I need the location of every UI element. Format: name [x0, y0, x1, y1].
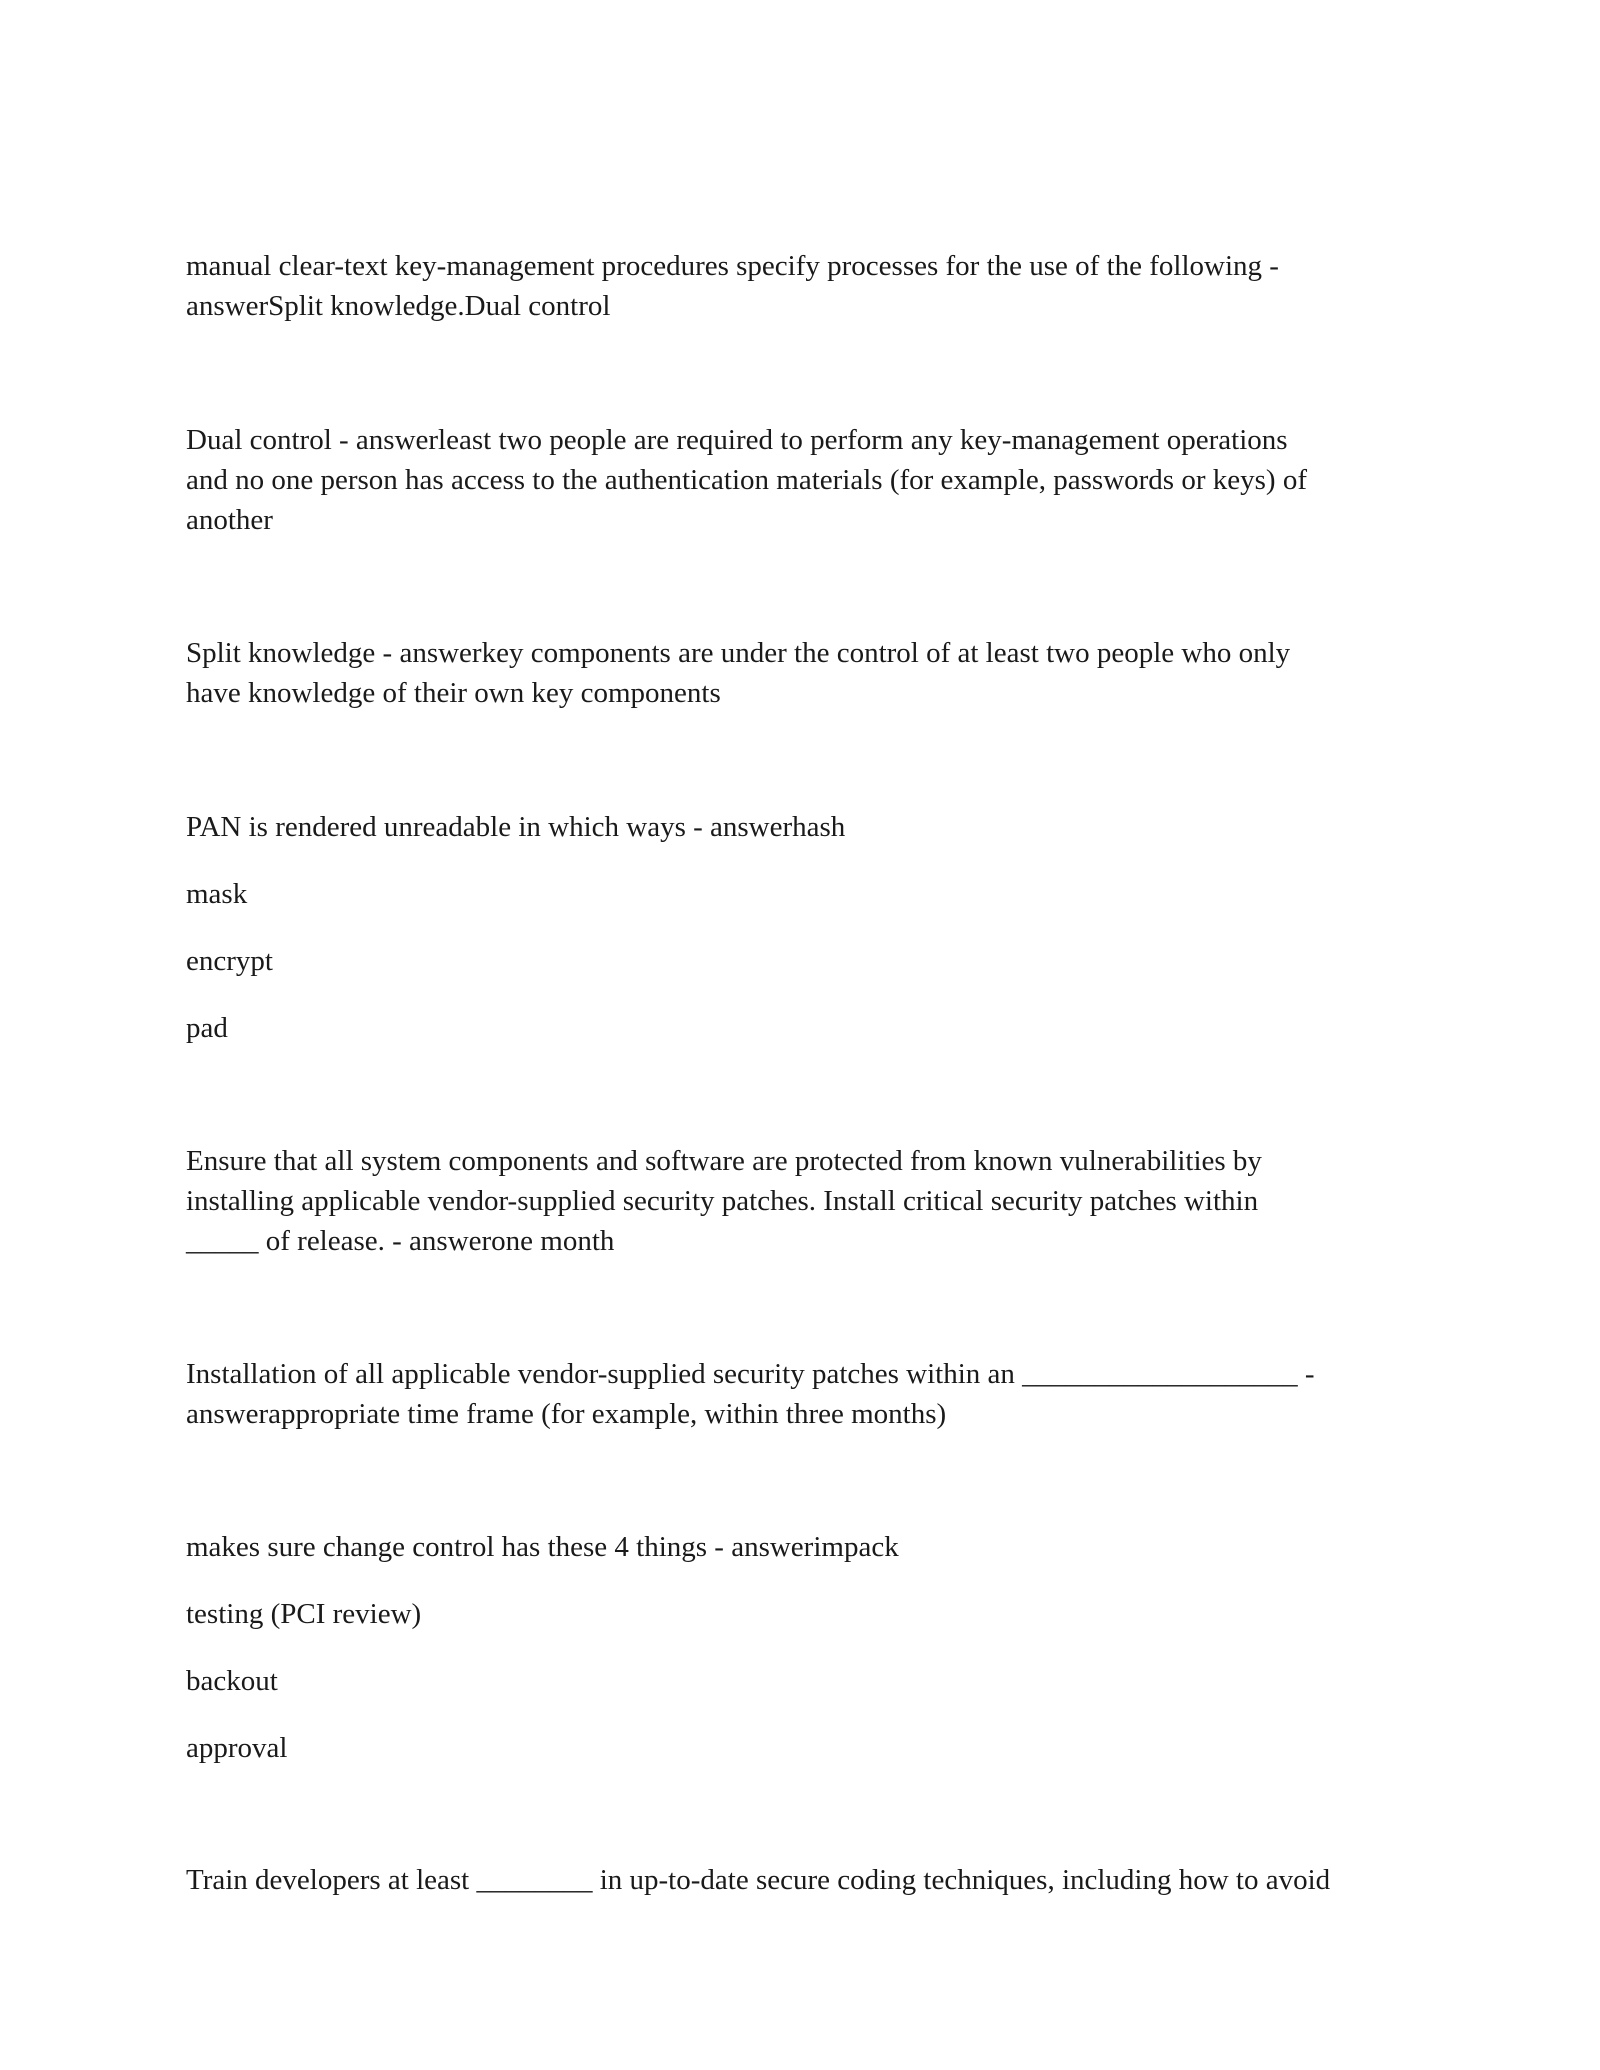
entry-text-line: answerSplit knowledge.Dual control [186, 290, 611, 322]
entry-text-line: Dual control - answerleast two people are required to perform any key-management operations [186, 424, 1288, 456]
qa-entry-train-developers [186, 1860, 1426, 1900]
qa-entry-change-control [186, 1527, 1426, 1768]
qa-entry-dual-control [186, 420, 1426, 540]
entry-text-line: and no one person has access to the authentication materials (for example, passwords or keys) of [186, 464, 1307, 496]
answer-list-item: pad [186, 1012, 228, 1044]
document-body [186, 246, 1426, 1992]
qa-entry-clear-text-key-management [186, 246, 1426, 326]
qa-entry-pan-unreadable [186, 807, 1426, 1048]
entry-text-line: Train developers at least ________ in up-to-date secure coding techniques, including how to avoid [186, 1864, 1331, 1896]
entry-text-line: answerappropriate time frame (for example, within three months) [186, 1398, 947, 1430]
entry-text-line: Installation of all applicable vendor-supplied security patches within an ___________________ - [186, 1358, 1315, 1390]
entry-text-line: _____ of release. - answerone month [186, 1225, 615, 1257]
answer-list-item: backout [186, 1665, 278, 1697]
qa-entry-split-knowledge [186, 633, 1426, 713]
entry-text-line: have knowledge of their own key components [186, 677, 721, 709]
entry-text-line: installing applicable vendor-supplied security patches. Install critical security patches within [186, 1185, 1259, 1217]
qa-entry-patch-time-frame [186, 1354, 1426, 1434]
entry-text-line: PAN is rendered unreadable in which ways - answerhash [186, 811, 846, 843]
answer-list-item: testing (PCI review) [186, 1598, 422, 1630]
answer-list-item: mask [186, 878, 248, 910]
entry-text-line: another [186, 504, 273, 536]
answer-list-item: approval [186, 1732, 288, 1764]
qa-entry-critical-patches [186, 1141, 1426, 1261]
entry-text-line: manual clear-text key-management procedures specify processes for the use of the following - [186, 250, 1279, 282]
answer-list-item: encrypt [186, 945, 273, 977]
entry-text-line: Ensure that all system components and software are protected from known vulnerabilities by [186, 1145, 1262, 1177]
entry-text-line: Split knowledge - answerkey components are under the control of at least two people who only [186, 637, 1291, 669]
entry-text-line: makes sure change control has these 4 things - answerimpack [186, 1531, 899, 1563]
